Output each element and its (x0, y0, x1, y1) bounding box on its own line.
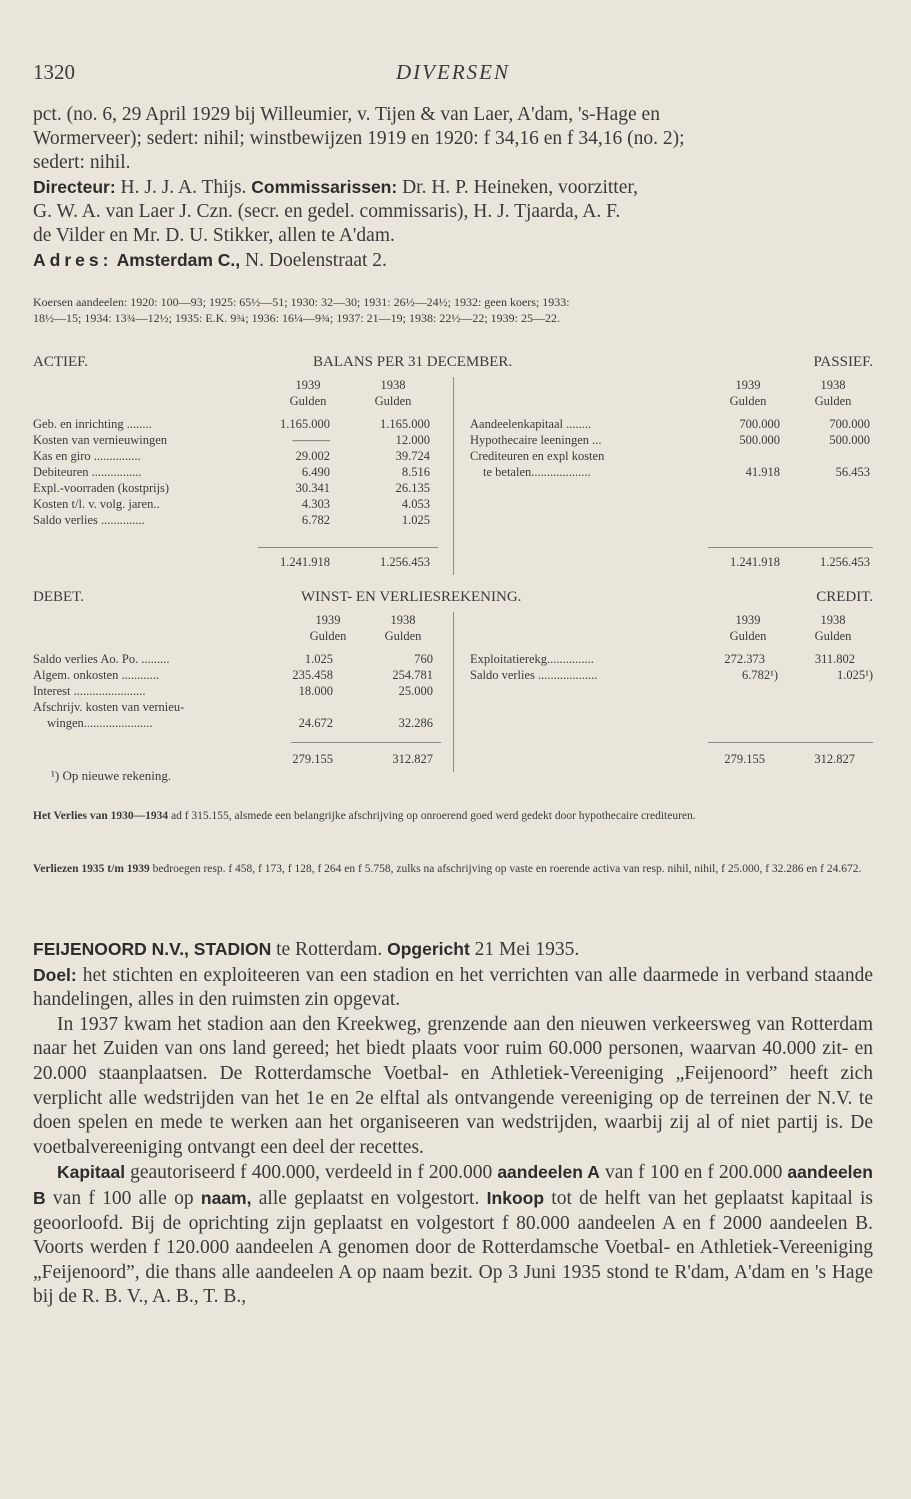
naam-label: naam, (200, 1187, 252, 1208)
value-1938: 12.000 (395, 433, 430, 447)
value-1939: ——— (292, 433, 330, 447)
value-1938: 39.724 (395, 449, 430, 463)
credit-total-1939: 279.155 (724, 752, 765, 766)
unit-label: Gulden (309, 629, 347, 643)
footnote: ¹) Op nieuwe rekening. (51, 768, 172, 783)
row-label: wingen...................... (47, 716, 153, 730)
value-1939: 6.782 (301, 513, 330, 527)
credit-heading: CREDIT. (816, 589, 873, 605)
doel-paragraph (33, 963, 873, 1013)
value-1938: 311.802 (814, 652, 855, 666)
unit-label: Gulden (729, 629, 767, 643)
value-1938: 1.025¹) (836, 668, 873, 682)
actief-total-1938: 1.256.453 (380, 555, 430, 569)
intro-section (33, 103, 873, 273)
running-title: DIVERSEN (396, 60, 510, 84)
debet-total-1938: 312.827 (392, 752, 433, 766)
value-1939: 30.341 (295, 481, 330, 495)
koersen-line: Koersen aandeelen: 1920: 100—93; 1925: 65½—51; 1930: 32—30; 1931: 26½—24½; 1932: geen koers; 1933: (33, 295, 570, 309)
row-label: Crediteuren en expl kosten (470, 449, 605, 463)
value-1938: 4.053 (401, 497, 430, 511)
value-1938: 1.165.000 (380, 417, 430, 431)
value-1938: 26.135 (395, 481, 430, 495)
kapitaal-text: geautoriseerd f 400.000, verdeeld in f 200.000 (125, 1162, 498, 1184)
row-label: Kas en giro ............... (33, 449, 141, 463)
note-verlies (33, 809, 873, 824)
value-1939: 4.303 (301, 497, 330, 511)
intro-line: de Vilder en Mr. D. U. Stikker, allen te A'dam. (33, 225, 395, 246)
note-bold: Het Verlies van 1930—1934 (33, 810, 169, 822)
winst-table (33, 590, 873, 790)
inkoop-text: tot de helft van het geplaatst kapitaal is geoorloofd. Bij de oprichting zijn geplaatst en volgestort f 80.000 aandeelen A en f 2000 aandeelen B. Voorts werden f 120.000 aandeelen A genomen door de Rotterdamsche Voetbal- en Athletiek-Vereeniging „Feijenoord”, die thans alle aandeelen A op naam bezit. Op 3 Juni 1935 stond te R'dam, A'dam en 's Hage bij de R. B. V., A. B., T. B., (33, 1187, 874, 1308)
value-1938: 254.781 (392, 668, 433, 682)
value-1938: 700.000 (829, 417, 870, 431)
doel-label: Doel: (33, 964, 77, 985)
row-label: Saldo verlies Ao. Po. ......... (33, 652, 170, 666)
unit-label: Gulden (729, 394, 767, 408)
company-heading (33, 937, 873, 963)
value-1938: 1.025 (401, 513, 430, 527)
passief-heading: PASSIEF. (813, 354, 873, 370)
note-text: bedroegen resp. f 458, f 173, f 128, f 264 en f 5.758, zulks na afschrijving op vaste en roerende activa van resp. nihil, nihil, f 25.000, f 32.286 en f 24.672. (149, 863, 862, 875)
value-1938: 500.000 (829, 433, 870, 447)
adres-label: Adres: (33, 250, 113, 270)
year-1939: 1939 (315, 613, 341, 627)
unit-label: Gulden (814, 394, 852, 408)
value-1939: 235.458 (292, 668, 333, 682)
balans-table (33, 355, 873, 575)
kapitaal-text: alle geplaatst en volgestort. (251, 1187, 480, 1209)
debet-heading: DEBET. (33, 589, 84, 605)
page-number: 1320 (33, 60, 75, 84)
value-1939: 6.782¹) (741, 668, 778, 682)
passief-total-1939: 1.241.918 (730, 555, 780, 569)
intro-line: pct. (no. 6, 29 April 1929 bij Willeumier, v. Tijen & van Laer, A'dam, 's-Hage en (33, 104, 660, 125)
year-1938: 1938 (820, 378, 846, 392)
column-divider (453, 377, 454, 575)
row-label: Debiteuren ................ (33, 465, 142, 479)
total-rule (708, 742, 873, 743)
row-label: Algem. onkosten ............ (33, 668, 160, 682)
unit-label: Gulden (374, 394, 412, 408)
value-1939: 272.373 (724, 652, 765, 666)
column-divider (453, 612, 454, 772)
year-1939: 1939 (735, 378, 761, 392)
row-label: Exploitatierekg............... (470, 652, 594, 666)
credit-total-1938: 312.827 (814, 752, 855, 766)
opgericht-label: Opgericht (387, 939, 470, 959)
row-label: te betalen................... (483, 465, 591, 479)
winst-title: WINST- EN VERLIESREKENING. (301, 589, 522, 605)
feijenoord-section (33, 937, 873, 1310)
row-label: Geb. en inrichting ........ (33, 417, 152, 431)
total-rule (708, 547, 873, 548)
passief-total-1938: 1.256.453 (820, 555, 870, 569)
row-label: Kosten t/l. v. volg. jaren.. (33, 497, 160, 511)
note-verliezen (33, 862, 873, 877)
page-header (33, 60, 873, 90)
actief-heading: ACTIEF. (33, 354, 89, 370)
value-1939: 29.002 (295, 449, 330, 463)
kapitaal-paragraph (33, 1160, 873, 1310)
unit-label: Gulden (384, 629, 422, 643)
note-text: ad f 315.155, alsmede een belangrijke afschrijving op onroerend goed werd gedekt door hypothecaire crediteuren. (168, 810, 696, 822)
value-1938: 32.286 (398, 716, 433, 730)
doel-text: het stichten en exploiteeren van een stadion en het verrichten van alle daarmede in verband staande handelingen, alles in den ruimsten zin opgevat. (33, 964, 873, 1011)
total-rule (291, 742, 441, 743)
intro-line: sedert: nihil. (33, 152, 131, 173)
actief-total-1939: 1.241.918 (280, 555, 330, 569)
value-1938: 8.516 (401, 465, 430, 479)
row-label: Saldo verlies .............. (33, 513, 145, 527)
year-1939: 1939 (735, 613, 761, 627)
inkoop-label: Inkoop (486, 1187, 545, 1208)
stadion-paragraph: In 1937 kwam het stadion aan den Kreekweg, grenzende aan den nieuwen verkeersweg van Rotterdam naar het Zuiden van ons land gereed; het biedt plaats voor ruim 60.000 personen, waarvan 40.000 zit- en 20.000 staanplaatsen. De Rotterdamsche Voetbal- en Athletiek-Vereeniging „Feijenoord” heeft zich verplicht alle wedstrijden van het 1e en 2e elftal als ontvangende vereeniging op de terreinen der N.V. te doen spelen en mede te werken aan het organiseeren van wedstrijden, waarbij zij al of niet partij is. De voetbalvereeniging ontvangt een deel der recettes. (33, 1013, 873, 1158)
row-label: Kosten van vernieuwingen (33, 433, 167, 447)
row-label: Interest ....................... (33, 684, 146, 698)
note-bold: Verliezen 1935 t/m 1939 (33, 863, 150, 875)
year-1938: 1938 (820, 613, 846, 627)
row-label: Hypothecaire leeningen ... (470, 433, 602, 447)
unit-label: Gulden (814, 629, 852, 643)
directeur-label: Directeur: (33, 177, 116, 197)
balans-title: BALANS PER 31 DECEMBER. (313, 354, 513, 370)
value-1939: 500.000 (739, 433, 780, 447)
value-1938: 25.000 (398, 684, 433, 698)
aandeelen-b-label: aandeelen B (33, 1162, 873, 1208)
year-1939: 1939 (295, 378, 321, 392)
value-1939: 6.490 (301, 465, 330, 479)
value-1939: 24.672 (298, 716, 333, 730)
company-name: FEIJENOORD N.V., STADION (33, 939, 272, 959)
commissarissen-text: Dr. H. P. Heineken, voorzitter, (397, 177, 638, 198)
company-place: te Rotterdam. (271, 939, 388, 960)
adres-city: Amsterdam C., (112, 250, 241, 270)
intro-line: Wormerveer); sedert: nihil; winstbewijzen 1919 en 1920: f 34,16 en f 34,16 (no. 2); (33, 128, 685, 149)
kapitaal-label: Kapitaal (57, 1162, 126, 1183)
koersen-section (33, 294, 873, 326)
directeur-text: H. J. J. A. Thijs. (115, 177, 252, 198)
value-1939: 1.165.000 (280, 417, 330, 431)
debet-total-1939: 279.155 (292, 752, 333, 766)
value-1938: 760 (414, 652, 433, 666)
year-1938: 1938 (380, 378, 406, 392)
aandeelen-a-label: aandeelen A (497, 1162, 600, 1183)
year-1938: 1938 (390, 613, 416, 627)
directors-line (33, 175, 873, 200)
kapitaal-text: van f 100 alle op (45, 1187, 201, 1209)
row-label: Aandeelenkapitaal ........ (470, 417, 592, 431)
adres-text: N. Doelenstraat 2. (240, 250, 387, 271)
row-label: Saldo verlies ................... (470, 668, 598, 682)
kapitaal-text: van f 100 en f 200.000 (599, 1162, 788, 1184)
value-1938: 56.453 (835, 465, 870, 479)
row-label: Expl.-voorraden (kostprijs) (33, 481, 170, 495)
unit-label: Gulden (289, 394, 327, 408)
koersen-line: 18½—15; 1934: 13¾—12½; 1935: E.K. 9¾; 1936: 16¼—9¾; 1937: 21—19; 1938: 22½—22; 1939: 25—22. (33, 311, 561, 325)
intro-line: G. W. A. van Laer J. Czn. (secr. en gedel. commissaris), H. J. Tjaarda, A. F. (33, 201, 621, 222)
value-1939: 1.025 (304, 652, 333, 666)
total-rule (258, 547, 438, 548)
row-label: Afschrijv. kosten van vernieu- (33, 700, 185, 714)
value-1939: 41.918 (745, 465, 780, 479)
opgericht-text: 21 Mei 1935. (469, 939, 580, 960)
commissarissen-label: Commissarissen: (251, 177, 398, 197)
value-1939: 18.000 (298, 684, 333, 698)
value-1939: 700.000 (739, 417, 780, 431)
address-line (33, 248, 873, 273)
